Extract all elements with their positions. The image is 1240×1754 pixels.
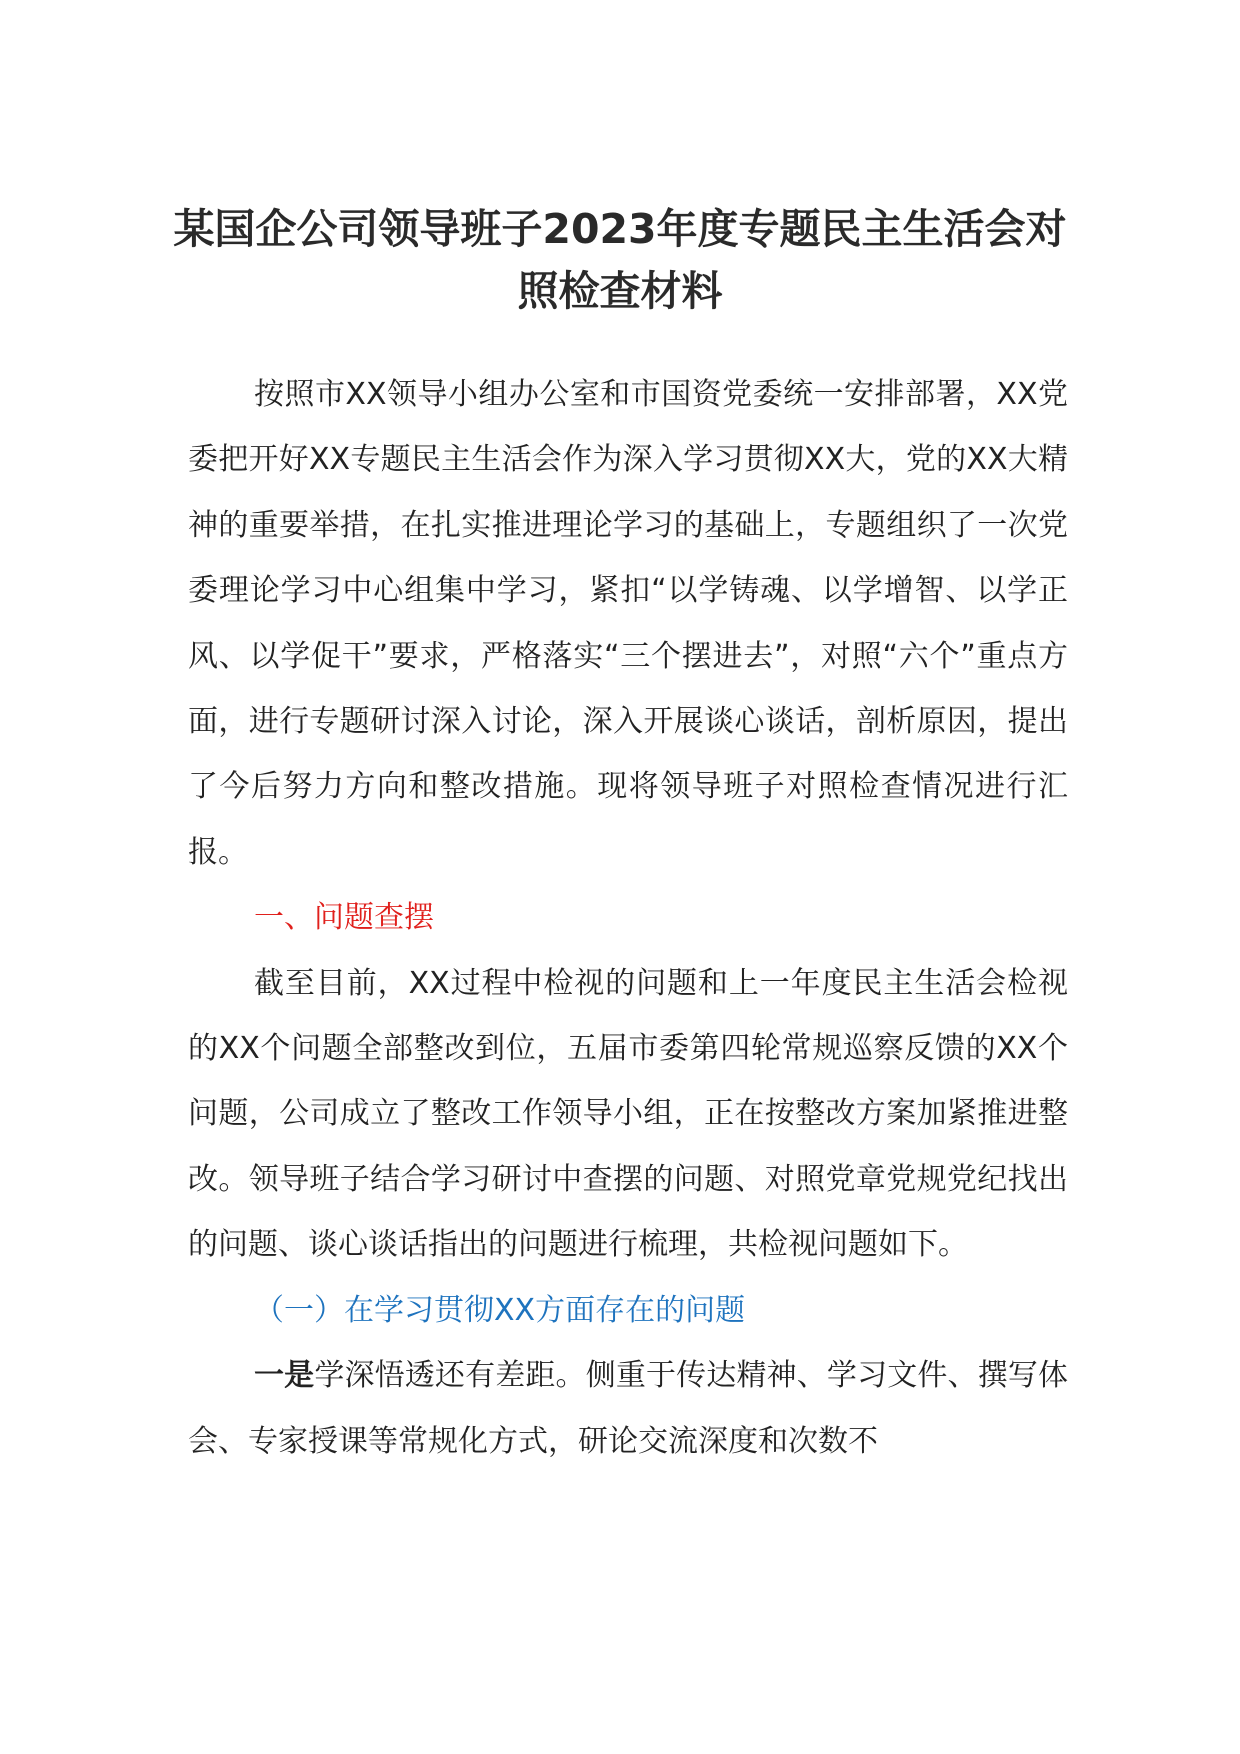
subsection-heading-study: （一）在学习贯彻XX方面存在的问题 [254, 1292, 746, 1328]
point-text: 学深悟透还有差距。侧重于传达精神、学习文件、撰写体会、专家授课等常规化方式，研论交流深度和次数不 [188, 1358, 1069, 1459]
point-lead: 一是 [254, 1358, 315, 1394]
document-title: 某国企公司领导班子2023年度专题民主生活会对照检查材料 [173, 205, 1067, 315]
point-paragraph [188, 1343, 1068, 1474]
intro-paragraph: 按照市XX领导小组办公室和市国资党委统一安排部署，XX党委把开好XX专题民主生活会作为深入学习贯彻XX大，党的XX大精神的重要举措，在扎实推进理论学习的基础上，专题组织了一次党委理论学习中心组集中学习，紧扣“以学铸魂、以学增智、以学正风、以学促干”要求，严格落实“三个摆进去”，对照“六个”重点方面，进行专题研讨深入讨论，深入开展谈心谈话，剖析原因，提出了今后努力方向和整改措施。现将领导班子对照检查情况进行汇报。 [188, 377, 1068, 870]
document-body [188, 362, 1068, 1474]
section-paragraph-problems: 截至目前，XX过程中检视的问题和上一年度民主生活会检视的XX个问题全部整改到位，五届市委第四轮常规巡察反馈的XX个问题，公司成立了整改工作领导小组，正在按整改方案加紧推进整改。领导班子结合学习研讨中查摆的问题、对照党章党规党纪找出的问题、谈心谈话指出的问题进行梳理，共检视问题如下。 [188, 965, 1068, 1263]
section-heading-problems: 一、问题查摆 [254, 900, 434, 936]
